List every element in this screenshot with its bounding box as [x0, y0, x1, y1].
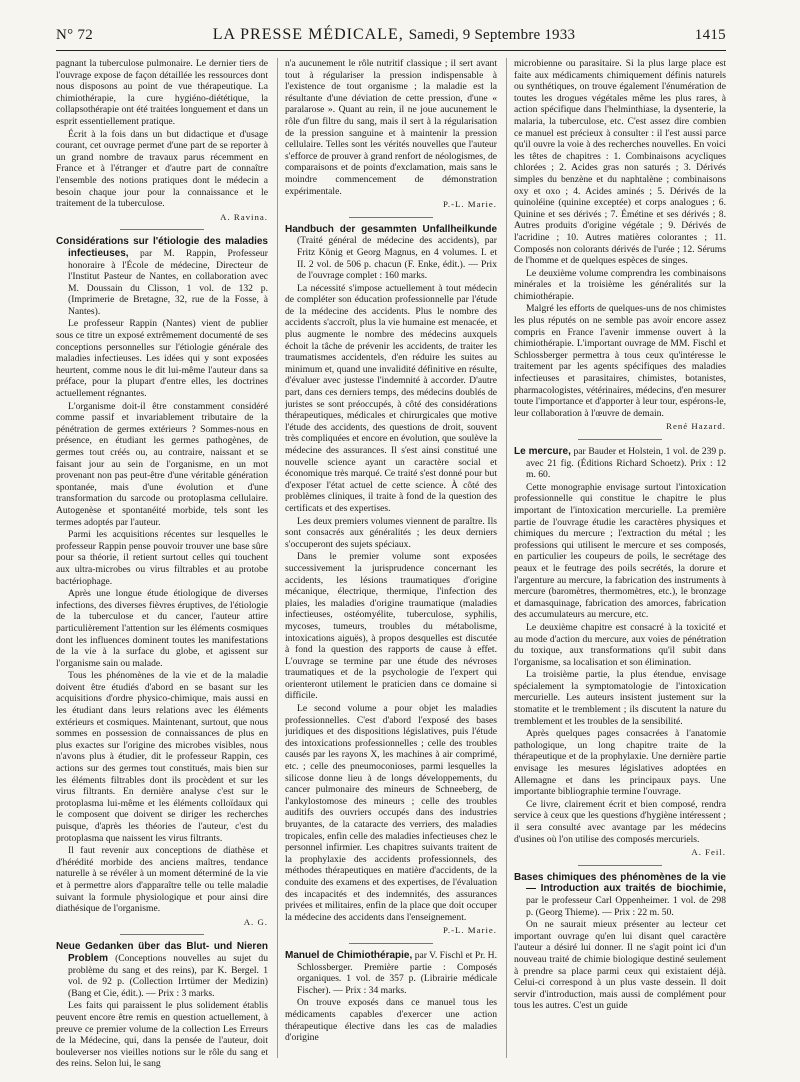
paragraph: pagnant la tuberculose pulmonaire. Le dernier tiers de l'ouvrage expose de façon détaillée les ressources dont nous disposons au point de vue thérapeutique. La chimiothérapie, la cure hygiéno-diététique, la collapsothérapie ont été traitées longuement et dans un esprit essentiellement pratique.: [56, 58, 268, 127]
paragraph: Dans le premier volume sont exposées successivement la jurisprudence concernant les accidents, les lésions traumatiques d'origine mécanique, électrique, thermique, l'infection des plaies, les maladies d'origine traumatique (maladies infectieuses, ostéomyélite, tuberculose, syphilis, mycoses, tumeurs, troubles du métabolisme, intoxications aiguës), à propos desquelles est discutée à fond la question des rapports de cause à effet. L'ouvrage se termine par une étude des névroses traumatiques et de la psychologie de l'expert qui orienteront utilement le praticien dans ce domaine si difficile.: [285, 551, 497, 702]
paragraph: Le second volume a pour objet les maladies professionnelles. C'est d'abord l'exposé des bases juridiques et des dispositions législatives, puis l'étude des intoxications professionnelles ; celle des troubles causés par les rayons X, les machines à air comprimé, etc. ; celle des pneumoconioses, parmi lesquelles la silicose donne lieu à de longs développements, du cancer pulmonaire des mineurs de Schneeberg, de l'ankylostomose des mineurs ; celle des troubles auditifs des ouvriers occupés dans des industries bruyantes, de la cataracte des verriers, des maladies tropicales, enfin celle des maladies infectieuses chez le personnel infirmier. Les chapitres suivants traitent de la prophylaxie des accidents professionnels, des méthodes thérapeutiques en matière d'accidents, de la conduite des examens et des expertises, de l'évaluation des incapacités et des indemnités, des assurances privées et militaires, enfin de la place que doit occuper la médecine des accidents dans l'enseignement.: [285, 703, 497, 923]
review-title: Handbuch der gesammten Unfallheilkunde: [285, 223, 497, 235]
issue-number: N° 72: [56, 27, 94, 43]
review-signature: A. Feil.: [691, 847, 726, 858]
page-header: [56, 26, 726, 48]
page-number: 1415: [694, 27, 726, 43]
review-meta: par V. Fischl et Pr. H. Schlossberger. Première partie : Composés organiques. 1 vol. de 357 p. (Librairie médicale Fischer). — Prix : 34 marks.: [297, 949, 497, 996]
paragraph: Les faits qui paraissent le plus solidement établis peuvent encore être remis en question actuellement, à preuve ce premier volume de la collection Les Erreurs de la Médecine, qui, dans la pensée de l'auteur, doit bouleverser nos vieilles notions sur le rôle du sang et des reins. Selon lui, le sang: [56, 1000, 268, 1068]
paragraph: L'organisme doit-il être constamment considéré comme passif et invariablement tributaire de la pénétration de germes extérieurs ? Sommes-nous en présence, en étudiant les germes pathogènes, de germes tout créés ou, au contraire, naissant et se faisant jour au sein de l'organisme, en un mot provenant non pas peut-être d'une véritable génération spontanée, mais d'une évolution et d'une transformation du sarcode ou protoplasma cellulaire. Autogenèse et spontanéité morbide, tels sont les termes adoptés par l'auteur.: [56, 400, 268, 528]
review-title: Le mercure,: [514, 446, 571, 457]
section-rule: [349, 217, 434, 218]
paragraph: Ce livre, clairement écrit et bien composé, rendra service à ceux que les questions d'hygiène intéressent ; il sera consulté avec avantage par les médecins d'usines où l'on utilise des composés mercuriels.: [514, 798, 726, 845]
review-signature: A. Ravina.: [220, 211, 268, 222]
paragraph: Après une longue étude étiologique de diverses infections, des diverses fièvres éruptives, de l'étiologie de la tuberculose et du cancer, l'auteur attire particulièrement l'attention sur les éléments cosmiques dont les influences dominent toutes les manifestations de la vie à la surface du globe, et agissent sur l'organisme sain ou malade.: [56, 588, 268, 669]
issue-date: Samedi, 9 Septembre 1933: [408, 27, 576, 43]
section-rule: [349, 943, 434, 944]
paragraph: n'a aucunement le rôle nutritif classique ; il sert avant tout à régulariser la pression indispensable à l'existence de tout organisme ; la maladie est la résultante d'une déviation de cette pression, d'une « paralarose ». Quant au rein, il ne joue aucunement le rôle d'un filtre du sang, mais il sert à la régularisation de la pression sanguine et à maintenir la pression cellulaire. Telles sont les vérités nouvelles que l'auteur s'efforce de prouver à grand renfort de néologismes, de comparaisons et de points d'exclamation, mais sans le moindre commencement de démonstration expérimentale.: [285, 58, 497, 197]
column-1: [56, 58, 268, 1068]
paragraph: Le professeur Rappin (Nantes) vient de publier sous ce titre un exposé extrêmement documenté de ses conceptions personnelles sur l'étiologie générale des maladies infectieuses. Les idées qui y sont exposées heurtent, comme nous le dit lui-même l'auteur dans sa préface, pour la plupart d'entre elles, les doctrines actuellement régnantes.: [56, 318, 268, 400]
paragraph: On trouve exposés dans ce manuel tous les médicaments capables d'exercer une action thérapeutique élective dans les cas de maladies d'origine: [285, 997, 497, 1044]
section-rule: [120, 934, 205, 935]
review-citation: [56, 236, 268, 317]
paragraph: Le deuxième chapitre est consacré à la toxicité et au mode d'action du mercure, aux voies de pénétration du toxique, aux transformations qu'il subit dans l'organisme, sa localisation et son élimination.: [514, 621, 726, 668]
review-title: Manuel de Chimiothérapie,: [285, 949, 413, 961]
review-citation: [514, 872, 726, 918]
publication-name: LA PRESSE MÉDICALE,: [212, 26, 404, 43]
column-divider: [506, 58, 507, 1058]
section-rule: [578, 439, 663, 440]
review-meta: par le professeur Carl Oppenheimer. 1 vol. de 298 p. (Georg Thieme). — Prix : 22 m. 50.: [526, 894, 726, 918]
review-signature: René Hazard.: [666, 421, 726, 432]
review-signature: P.-L. Marie.: [442, 199, 497, 210]
column-3: [514, 58, 726, 1068]
masthead: [213, 26, 575, 44]
review-entry: [285, 950, 497, 1044]
review-meta: (Conceptions nouvelles au sujet du problème du sang et des reins), par K. Bergel. 1 vol. de 92 p. (Collection Irrtümer der Medizin) (Bang et Cie, édit.). — Prix : 3 marks.: [68, 952, 268, 999]
paragraph: Parmi les acquisitions récentes sur lesquelles le professeur Rappin pense pouvoir trouver une base sûre pour sa théorie, il retient surtout celles qui touchent aux ultra-microbes ou virus filtrables et au protobe bactériophage.: [56, 529, 268, 587]
paragraph: Tous les phénomènes de la vie et de la maladie doivent être étudiés d'abord en se basant sur les acquisitions d'ordre physico-chimique, mais aussi en les étudiant dans leurs relations avec les éléments extérieurs et cosmiques. Maintenant, surtout, que nous sommes en possession de connaissances de plus en plus exactes sur l'origine des microbes visibles, nous n'avons plus à étudier, dit le professeur Rappin, ces actions sur des germes tout constitués, mais bien sur les éléments filtrables dont ils procèdent et sur les virus filtrants. En dernière analyse c'est sur le protoplasma lui-même et les éléments colloïdaux qui le composent que doivent se diriger les recherches puisque, d'après les théories de l'auteur, c'est du protoplasma que naissent les virus filtrants.: [56, 670, 268, 844]
paragraph: Après quelques pages consacrées à l'anatomie pathologique, un long chapitre traite de la thérapeutique et de la prophylaxie. Une dernière partie envisage les mesures législatives adoptées en Allemagne et dans les principaux pays. Une importante bibliographie termine l'ouvrage.: [514, 728, 726, 798]
review-entry: [285, 224, 497, 937]
review-citation: [514, 446, 726, 481]
paragraph: Les deux premiers volumes viennent de paraître. Ils sont consacrés aux généralités ; les deux derniers s'occuperont des sujets spéciaux.: [285, 515, 497, 550]
column-divider: [277, 58, 278, 1058]
paragraph: La troisième partie, la plus étendue, envisage spécialement la symptomatologie de l'intoxication mercurielle. Les auteurs insistent justement sur la stomatite et le tremblement ; ils discutent la nature du tremblement et les troubles de la sensibilité.: [514, 669, 726, 727]
review-meta: par M. Rappin, Professeur honoraire à l'École de médecine, Directeur de l'Institut Pasteur de Nantes, en collaboration avec M. Doussain du Clisson, 1 vol. de 132 p. (Imprimerie de Bretagne, 32, rue de la Fosse, à Nantes).: [68, 247, 268, 317]
header-rule: [56, 50, 726, 51]
review-signature: P.-L. Marie.: [442, 925, 497, 936]
review-entry: [514, 446, 726, 859]
review-citation: [56, 941, 268, 999]
paragraph: Le deuxième volume comprendra les combinaisons minérales et la troisième les généralités sur la chimiothérapie.: [514, 267, 726, 302]
review-title: Bases chimiques des phénomènes de la vie — Introduction aux traités de biochimie,: [514, 871, 726, 895]
review-meta: (Traité général de médecine des accidents), par Fritz König et Georg Magnus, en 4 volumes. I. et II. 2 vol. de 506 p. chacun (F. Enke, édit.). — Prix de l'ouvrage complet : 160 marks.: [297, 235, 497, 282]
review-citation: [285, 950, 497, 996]
paragraph: Malgré les efforts de quelques-uns de nos chimistes les plus réputés on ne semble pas avoir encore assez compris en France l'avenir immense ouvert à la chimiothérapie. L'important ouvrage de MM. Fischl et Schlossberger permettra à tous ceux qu'intéresse le traitement par les agents spécifiques des maladies infectieuses et parasitaires, chimistes, botanistes, pharmacologistes, vétérinaires, médecins, d'en mesurer toute l'importance et d'apporter à leur tour, espérons-le, leur collaboration à l'œuvre de demain.: [514, 303, 726, 419]
review-citation: [285, 224, 497, 282]
review-title: Considérations sur l'étiologie des maladies infectieuses,: [56, 236, 268, 259]
paragraph: Écrit à la fois dans un but didactique et d'usage courant, cet ouvrage permet d'une part de se reporter à un grand nombre de travaux parus récemment en France et à l'étranger et d'autre part de connaître l'ensemble des notions pratiques dont le médecin a besoin chaque jour pour la connaissance et le traitement de la tuberculose.: [56, 128, 268, 210]
paragraph: Il faut revenir aux conceptions de diathèse et d'hérédité morbide des anciens maîtres, tendance naturelle à se révéler à un moment déterminé de la vie et à permettre alors d'apparaître telle ou telle maladie suivant la formule physiologique et pour ainsi dire diathésique de l'organisme.: [56, 845, 268, 915]
section-rule: [120, 229, 205, 230]
paragraph: La nécessité s'impose actuellement à tout médecin de compléter son éducation professionnelle par l'étude de la médecine des accidents. Plus le nombre des accidents s'accroît, plus la vie humaine est menacée, et plus augmente le nombre des médecins auxquels échoit la tâche de prévenir les accidents, de traiter les traumatismes accidentels, d'en réduire les suites au minimum et, quand une invalidité définitive en résulte, d'évaluer avec justesse l'indemnité à accorder. D'autre part, dans ces derniers temps, des médecins doublés de juristes se sont préoccupés, à côté des considérations thérapeutiques, médicales et chirurgicales que motive l'étude des accidents, des questions de droit, souvent très compliquées et encore en évolution, que soulève la médecine des assurances. Il s'est ainsi constitué une nouvelle science ayant un caractère social et économique très marqué. Ce traité s'est donné pour but d'exposer l'état actuel de cette science. À côté des problèmes cliniques, il traite à fond de la question des certificats et des expertises.: [285, 282, 497, 514]
paragraph: On ne saurait mieux présenter au lecteur cet important ouvrage qu'en lui disant quel caractère l'auteur a désiré lui donner. Il ne s'agit point ici d'un nouveau traité de chimie biologique destiné seulement à prendre sa place parmi ceux qui existaient déjà. Celui-ci correspond à un plus vaste dessein. Il doit servir d'introduction, mais aussi de complément pour tous les autres. C'est un guide: [514, 919, 726, 1012]
paragraph: microbienne ou parasitaire. Si la plus large place est faite aux médicaments chimiquement définis naturels ou synthétiques, on trouve également l'énumération de toutes les drogues végétales même les plus rares, à action spécifique dans l'helminthiase, la dysenterie, la malaria, la tuberculose, etc. C'est assez dire combien ce manuel est précieux à consulter : il l'est aussi parce qu'il ouvre la voie à des recherches nouvelles. En voici les têtes de chapitres : 1. Combinaisons acycliques chlorées ; 2. Acides gras non saturés ; 3. Dérivés simples du benzène et du naphtalène ; combinaisons oxy et oxo ; 4. Acides aminés ; 5. Dérivés de la quinoléine (quinine exceptée) et corps analogues ; 6. Quinine et ses dérivés ; 7. Émétine et ses dérivés ; 8. Autres produits d'origine végétale ; 9. Dérivés de l'acridine ; 10. Autres matières colorantes ; 11. Composés non colorants dérivés de l'urée ; 12. Sérums de l'homme et de quelques espèces de singes.: [514, 58, 726, 267]
review-entry: [56, 941, 268, 1068]
paragraph: Cette monographie envisage surtout l'intoxication professionnelle qui constitue le chapitre le plus important de l'intoxication mercurielle. La première partie de l'ouvrage étudie les caractères physiques et chimiques du mercure ; l'extraction du métal ; les professions qui utilisent le mercure et ses composés, en particulier les coupeurs de poils, le secrétage des peaux et le feutrage des poils secrétés, la dorure et l'argenture au mercure, la fabrication des instruments à mercure (baromètres, thermomètres, etc.), le bronzage et damasquinage, fabrication des amorces, fabrication des accumulateurs au mercure, etc.: [514, 481, 726, 621]
review-entry: [56, 236, 268, 928]
column-2: [285, 58, 497, 1068]
review-signature: A. G.: [243, 916, 268, 927]
section-rule: [578, 865, 663, 866]
review-title: Neue Gedanken über das Blut- und Nieren Problem: [56, 941, 268, 964]
review-meta: par Bauder et Holstein, 1 vol. de 239 p. avec 21 fig. (Éditions Richard Schoetz). Prix : 12 m. 60.: [526, 446, 726, 481]
review-entry: [514, 872, 726, 1012]
